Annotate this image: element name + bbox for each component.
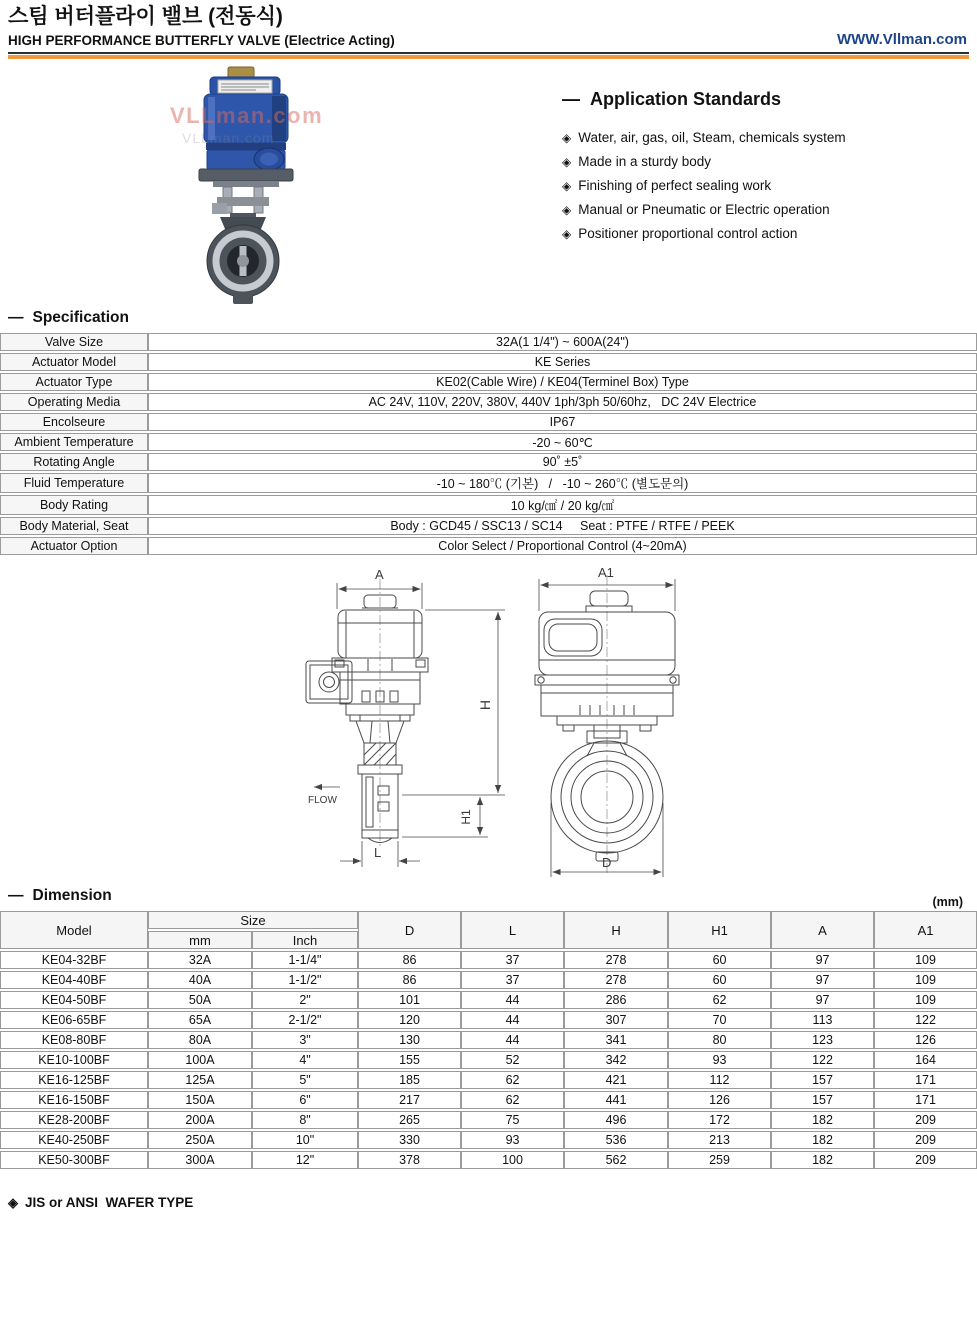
drawings-section bbox=[0, 557, 977, 887]
spec-label: Rotating Angle bbox=[0, 453, 148, 471]
spec-value: KE02(Cable Wire) / KE04(Terminel Box) Type bbox=[148, 373, 977, 391]
table-row bbox=[0, 1091, 977, 1109]
dim-cell-inch: 2-1/2" bbox=[252, 1011, 358, 1029]
spec-label: Encolseure bbox=[0, 413, 148, 431]
dim-cell-d: 101 bbox=[358, 991, 461, 1009]
dim-cell-model: KE04-32BF bbox=[0, 951, 148, 969]
col-header-mm: mm bbox=[148, 931, 252, 949]
dim-cell-l: 62 bbox=[461, 1091, 564, 1109]
dim-cell-model: KE16-150BF bbox=[0, 1091, 148, 1109]
col-header-d: D bbox=[358, 911, 461, 949]
heading-dash: — bbox=[8, 887, 24, 904]
dimension-label-a1: A1 bbox=[598, 565, 614, 580]
spec-value: AC 24V, 110V, 220V, 380V, 440V 1ph/3ph 50/60hz, DC 24V Electrice bbox=[148, 393, 977, 411]
diamond-bullet-icon: ◈ bbox=[8, 1195, 18, 1210]
mounting-flange bbox=[199, 169, 293, 181]
spec-label: Fluid Temperature bbox=[0, 473, 148, 493]
diamond-bullet-icon: ◈ bbox=[562, 155, 572, 169]
spec-value: -20 ~ 60℃ bbox=[148, 433, 977, 451]
dim-cell-l: 100 bbox=[461, 1151, 564, 1169]
dim-cell-inch: 1-1/4" bbox=[252, 951, 358, 969]
dim-cell-h: 342 bbox=[564, 1051, 668, 1069]
dim-cell-model: KE04-50BF bbox=[0, 991, 148, 1009]
dim-cell-d: 378 bbox=[358, 1151, 461, 1169]
dim-cell-a: 157 bbox=[771, 1091, 874, 1109]
dim-cell-l: 93 bbox=[461, 1131, 564, 1149]
dim-cell-d: 330 bbox=[358, 1131, 461, 1149]
dimension-heading: — Dimension bbox=[8, 887, 112, 904]
dim-cell-a1: 109 bbox=[874, 991, 977, 1009]
dim-cell-h1: 60 bbox=[668, 951, 771, 969]
header-divider-dark bbox=[8, 52, 969, 54]
table-row bbox=[0, 1071, 977, 1089]
dim-cell-mm: 50A bbox=[148, 991, 252, 1009]
col-header-inch: Inch bbox=[252, 931, 358, 949]
dim-cell-h: 562 bbox=[564, 1151, 668, 1169]
diamond-bullet-icon: ◈ bbox=[562, 131, 572, 145]
dim-cell-h: 278 bbox=[564, 951, 668, 969]
flow-label: FLOW bbox=[308, 795, 337, 806]
dim-cell-h: 341 bbox=[564, 1031, 668, 1049]
table-row bbox=[0, 393, 977, 411]
dim-cell-d: 86 bbox=[358, 971, 461, 989]
dimension-label-d: D bbox=[602, 855, 612, 870]
dim-cell-model: KE16-125BF bbox=[0, 1071, 148, 1089]
dim-cell-a1: 209 bbox=[874, 1131, 977, 1149]
table-row bbox=[0, 1151, 977, 1169]
table-row bbox=[0, 495, 977, 515]
dim-cell-mm: 40A bbox=[148, 971, 252, 989]
dim-cell-a1: 171 bbox=[874, 1071, 977, 1089]
table-row bbox=[0, 537, 977, 555]
dim-cell-h: 536 bbox=[564, 1131, 668, 1149]
table-row bbox=[0, 433, 977, 451]
dim-cell-inch: 1-1/2" bbox=[252, 971, 358, 989]
dim-cell-a: 97 bbox=[771, 991, 874, 1009]
dim-cell-d: 265 bbox=[358, 1111, 461, 1129]
spec-value: -10 ~ 180℃ (기본) / -10 ~ 260℃ (별도문의) bbox=[148, 473, 977, 493]
dim-cell-inch: 12" bbox=[252, 1151, 358, 1169]
dim-cell-l: 37 bbox=[461, 951, 564, 969]
side-view-drawing bbox=[292, 565, 527, 877]
dim-cell-mm: 300A bbox=[148, 1151, 252, 1169]
table-row bbox=[0, 971, 977, 989]
dim-cell-inch: 5" bbox=[252, 1071, 358, 1089]
dim-cell-h1: 93 bbox=[668, 1051, 771, 1069]
unit-note: (mm) bbox=[932, 895, 963, 909]
dim-cell-h1: 126 bbox=[668, 1091, 771, 1109]
table-row bbox=[0, 1131, 977, 1149]
front-view-drawing bbox=[514, 563, 709, 881]
dimension-label-l: L bbox=[374, 845, 382, 860]
list-item: ◈ Manual or Pneumatic or Electric operation bbox=[562, 202, 830, 217]
spec-value: KE Series bbox=[148, 353, 977, 371]
col-header-size: Size bbox=[148, 911, 358, 929]
dim-cell-a1: 126 bbox=[874, 1031, 977, 1049]
dim-cell-a: 122 bbox=[771, 1051, 874, 1069]
dim-cell-a1: 164 bbox=[874, 1051, 977, 1069]
dim-cell-a: 157 bbox=[771, 1071, 874, 1089]
spec-label: Actuator Model bbox=[0, 353, 148, 371]
dim-cell-inch: 8" bbox=[252, 1111, 358, 1129]
spec-label: Body Material, Seat bbox=[0, 517, 148, 535]
dim-cell-a1: 109 bbox=[874, 951, 977, 969]
table-header-row bbox=[0, 911, 977, 929]
spec-label: Ambient Temperature bbox=[0, 433, 148, 451]
header bbox=[0, 0, 977, 59]
dim-cell-inch: 10" bbox=[252, 1131, 358, 1149]
spec-label: Actuator Type bbox=[0, 373, 148, 391]
col-header-h1: H1 bbox=[668, 911, 771, 949]
dim-cell-l: 75 bbox=[461, 1111, 564, 1129]
table-row bbox=[0, 453, 977, 471]
dim-cell-h1: 60 bbox=[668, 971, 771, 989]
dimension-label-a: A bbox=[375, 567, 384, 582]
table-row bbox=[0, 353, 977, 371]
footer-note: ◈ JIS or ANSI WAFER TYPE bbox=[8, 1195, 194, 1210]
dim-cell-h: 307 bbox=[564, 1011, 668, 1029]
spec-value: Body : GCD45 / SSC13 / SC14 Seat : PTFE / RTFE / PEEK bbox=[148, 517, 977, 535]
dim-cell-inch: 2" bbox=[252, 991, 358, 1009]
dimension-label-h: H bbox=[477, 699, 493, 711]
dim-cell-mm: 32A bbox=[148, 951, 252, 969]
dim-cell-mm: 65A bbox=[148, 1011, 252, 1029]
dim-cell-h1: 80 bbox=[668, 1031, 771, 1049]
spec-value: 10 kg/㎠ / 20 kg/㎠ bbox=[148, 495, 977, 515]
dim-cell-a1: 122 bbox=[874, 1011, 977, 1029]
diamond-bullet-icon: ◈ bbox=[562, 227, 572, 241]
dim-cell-h1: 70 bbox=[668, 1011, 771, 1029]
dim-cell-mm: 250A bbox=[148, 1131, 252, 1149]
table-row bbox=[0, 373, 977, 391]
col-header-h: H bbox=[564, 911, 668, 949]
website-text: WWW.Vllman.com bbox=[836, 31, 967, 48]
dim-cell-mm: 200A bbox=[148, 1111, 252, 1129]
dim-cell-h: 421 bbox=[564, 1071, 668, 1089]
dim-cell-d: 217 bbox=[358, 1091, 461, 1109]
heading-dash: — bbox=[562, 89, 580, 109]
table-row bbox=[0, 1031, 977, 1049]
heading-dash: — bbox=[8, 309, 24, 326]
dim-cell-model: KE50-300BF bbox=[0, 1151, 148, 1169]
dimension-label-h1: H1 bbox=[459, 809, 473, 825]
dim-cell-model: KE08-80BF bbox=[0, 1031, 148, 1049]
top-section bbox=[0, 59, 977, 309]
specification-table bbox=[0, 331, 977, 557]
dim-cell-l: 37 bbox=[461, 971, 564, 989]
dimension-table bbox=[0, 909, 977, 1171]
dim-cell-d: 185 bbox=[358, 1071, 461, 1089]
dim-cell-h: 278 bbox=[564, 971, 668, 989]
dim-cell-h: 496 bbox=[564, 1111, 668, 1129]
dim-cell-l: 44 bbox=[461, 991, 564, 1009]
watermark: VLLman.com bbox=[170, 103, 324, 128]
col-header-a1: A1 bbox=[874, 911, 977, 949]
dim-cell-mm: 125A bbox=[148, 1071, 252, 1089]
table-row bbox=[0, 333, 977, 351]
dim-cell-h1: 213 bbox=[668, 1131, 771, 1149]
application-standards bbox=[562, 89, 974, 246]
table-row bbox=[0, 991, 977, 1009]
spec-value: IP67 bbox=[148, 413, 977, 431]
dim-cell-a: 113 bbox=[771, 1011, 874, 1029]
dim-cell-d: 120 bbox=[358, 1011, 461, 1029]
dim-cell-a1: 109 bbox=[874, 971, 977, 989]
table-row bbox=[0, 517, 977, 535]
list-item: ◈ Made in a sturdy body bbox=[562, 154, 712, 169]
dim-cell-a: 182 bbox=[771, 1131, 874, 1149]
dimension-heading-row bbox=[0, 887, 977, 909]
dim-cell-d: 130 bbox=[358, 1031, 461, 1049]
col-header-l: L bbox=[461, 911, 564, 949]
table-row bbox=[0, 1051, 977, 1069]
table-row bbox=[0, 951, 977, 969]
dim-cell-h: 441 bbox=[564, 1091, 668, 1109]
dim-cell-l: 52 bbox=[461, 1051, 564, 1069]
dim-cell-h1: 112 bbox=[668, 1071, 771, 1089]
table-row bbox=[0, 473, 977, 493]
page-title: 스팀 버터플라이 밸브 (전동식) bbox=[8, 5, 283, 28]
application-list bbox=[562, 126, 974, 246]
diamond-bullet-icon: ◈ bbox=[562, 203, 572, 217]
spec-label: Valve Size bbox=[0, 333, 148, 351]
table-row bbox=[0, 1011, 977, 1029]
dim-cell-mm: 150A bbox=[148, 1091, 252, 1109]
dim-cell-h: 286 bbox=[564, 991, 668, 1009]
dim-cell-h1: 259 bbox=[668, 1151, 771, 1169]
dim-cell-a: 97 bbox=[771, 951, 874, 969]
page-subtitle: HIGH PERFORMANCE BUTTERFLY VALVE (Electrice Acting) bbox=[8, 33, 395, 48]
dim-cell-a1: 171 bbox=[874, 1091, 977, 1109]
list-item: ◈ Finishing of perfect sealing work bbox=[562, 178, 772, 193]
dim-cell-a: 182 bbox=[771, 1151, 874, 1169]
dim-cell-h1: 172 bbox=[668, 1111, 771, 1129]
diamond-bullet-icon: ◈ bbox=[562, 179, 572, 193]
spec-label: Actuator Option bbox=[0, 537, 148, 555]
dim-cell-a1: 209 bbox=[874, 1111, 977, 1129]
list-item: ◈ Water, air, gas, oil, Steam, chemicals system bbox=[562, 130, 846, 145]
application-heading: — Application Standards bbox=[562, 89, 782, 109]
spec-label: Body Rating bbox=[0, 495, 148, 515]
table-row bbox=[0, 1111, 977, 1129]
watermark-echo: VLLman.com bbox=[182, 130, 275, 146]
dim-cell-mm: 80A bbox=[148, 1031, 252, 1049]
dim-cell-model: KE10-100BF bbox=[0, 1051, 148, 1069]
dim-cell-a: 123 bbox=[771, 1031, 874, 1049]
spec-value: Color Select / Proportional Control (4~20mA) bbox=[148, 537, 977, 555]
dim-cell-a: 182 bbox=[771, 1111, 874, 1129]
dim-cell-l: 44 bbox=[461, 1011, 564, 1029]
dim-cell-l: 44 bbox=[461, 1031, 564, 1049]
list-item: ◈ Positioner proportional control action bbox=[562, 226, 798, 241]
dim-cell-mm: 100A bbox=[148, 1051, 252, 1069]
dim-cell-model: KE28-200BF bbox=[0, 1111, 148, 1129]
dim-cell-d: 86 bbox=[358, 951, 461, 969]
dim-cell-inch: 6" bbox=[252, 1091, 358, 1109]
dim-cell-inch: 3" bbox=[252, 1031, 358, 1049]
col-header-a: A bbox=[771, 911, 874, 949]
dim-cell-inch: 4" bbox=[252, 1051, 358, 1069]
dim-cell-a1: 209 bbox=[874, 1151, 977, 1169]
product-photo bbox=[166, 63, 506, 309]
spec-label: Operating Media bbox=[0, 393, 148, 411]
dim-cell-model: KE04-40BF bbox=[0, 971, 148, 989]
spec-value: 32A(1 1/4") ~ 600A(24") bbox=[148, 333, 977, 351]
dim-cell-model: KE06-65BF bbox=[0, 1011, 148, 1029]
dim-cell-l: 62 bbox=[461, 1071, 564, 1089]
dim-cell-h1: 62 bbox=[668, 991, 771, 1009]
specification-heading: — Specification bbox=[8, 309, 129, 326]
col-header-model: Model bbox=[0, 911, 148, 949]
spec-value: 90˚ ±5˚ bbox=[148, 453, 977, 471]
dim-cell-a: 97 bbox=[771, 971, 874, 989]
dim-cell-model: KE40-250BF bbox=[0, 1131, 148, 1149]
dim-cell-d: 155 bbox=[358, 1051, 461, 1069]
table-row bbox=[0, 413, 977, 431]
